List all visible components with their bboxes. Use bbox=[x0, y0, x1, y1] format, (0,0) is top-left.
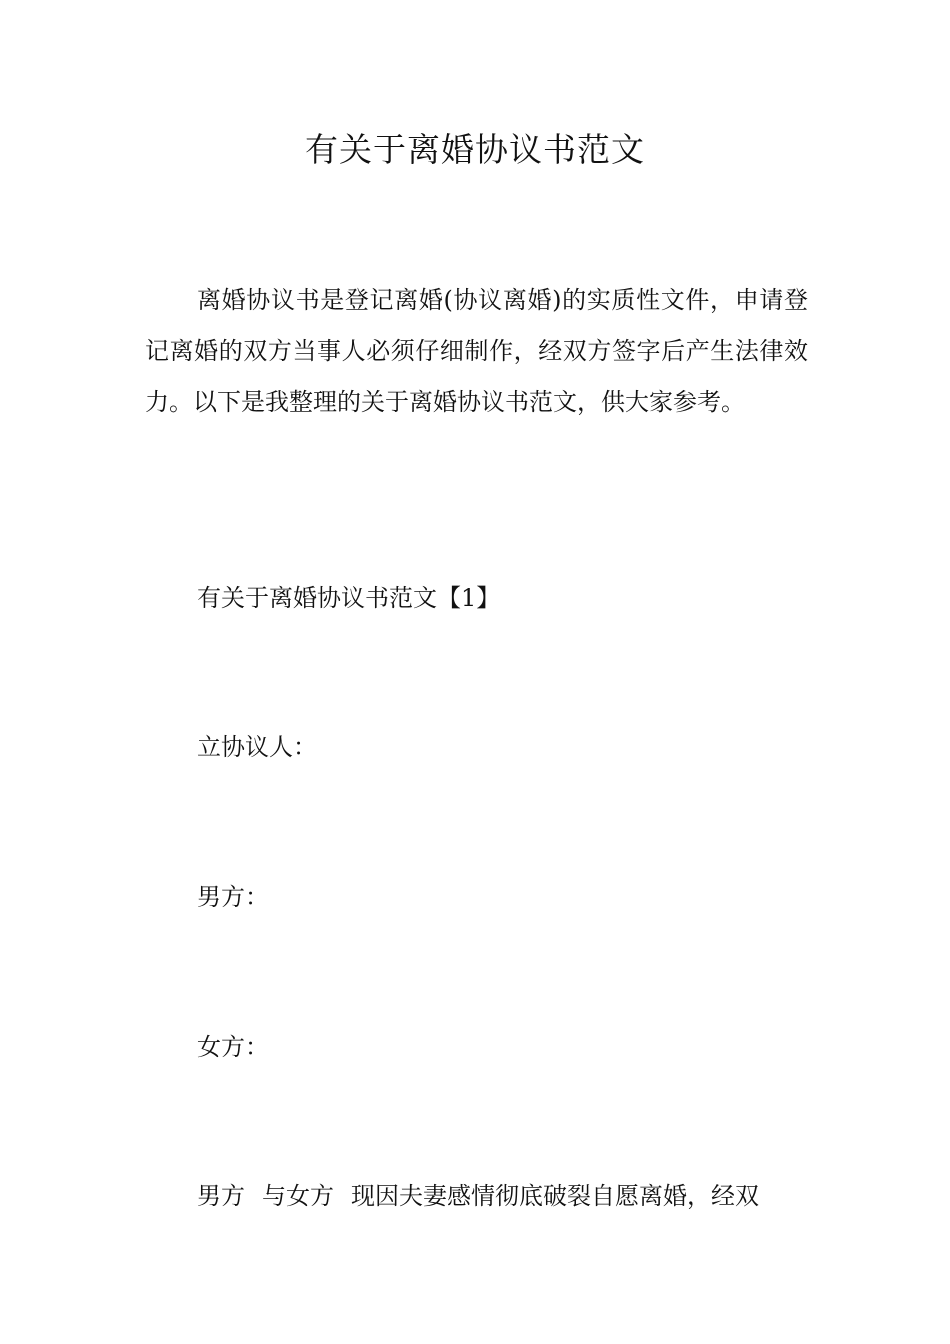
female-party-label: 女方： bbox=[197, 1033, 269, 1061]
body-text-male: 男方 bbox=[197, 1182, 245, 1210]
male-party-label: 男方： bbox=[197, 883, 269, 911]
party-intro-line: 立协议人： bbox=[197, 733, 317, 761]
intro-paragraph: 离婚协议书是登记离婚(协议离婚)的实质性文件，申请登记离婚的双方当事人必须仔细制作，经双方签字后产生法律效力。以下是我整理的关于离婚协议书范文，供大家参考。 bbox=[145, 286, 808, 416]
section-heading: 有关于离婚协议书范文【1】 bbox=[197, 584, 501, 612]
document-title: 有关于离婚协议书范文 bbox=[305, 130, 645, 169]
agreement-body-start bbox=[197, 1180, 809, 1212]
body-text-rest: 现因夫妻感情彻底破裂自愿离婚，经双 bbox=[351, 1182, 759, 1210]
body-text-female: 与女方 bbox=[262, 1182, 334, 1210]
